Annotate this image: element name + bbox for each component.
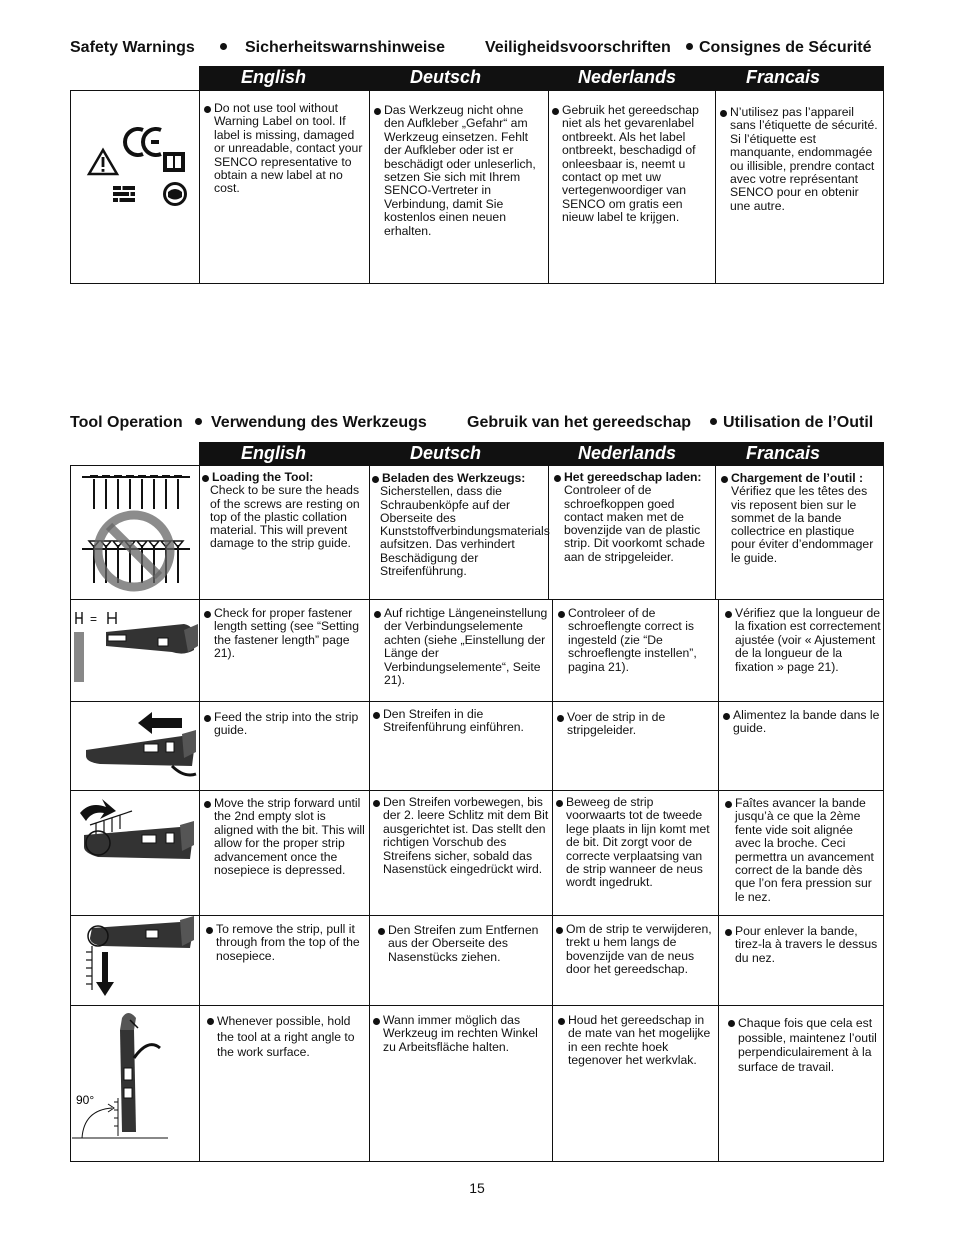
op-row6-nl: Houd het gereedschap in de mate van het mogelijke in een rechte hoek tegenover het werkvlak. xyxy=(556,1014,716,1068)
screwdriver-tool-vertical-icon xyxy=(120,1013,160,1132)
lang-deutsch: Deutsch xyxy=(410,443,482,463)
operation-heading-de: Verwendung des Werkzeugs xyxy=(211,414,427,431)
op-row1-nl: Het gereedschap laden: Controleer of de schroefkoppen goed contact maken met de bovenzijde van de plastic strip. Dit voorkomt schade aan de stripgeleider. xyxy=(552,471,714,564)
safety-heading-bullet xyxy=(686,39,697,57)
op-row1-en: Loading the Tool: Check to be sure the heads of the screws are resting on top of the plastic collation material. This will prevent damage to the strip guide. xyxy=(200,471,368,551)
arrow-down-icon xyxy=(96,952,114,996)
op-row4-en: Move the strip forward until the 2nd empty slot is aligned with the bit. This will allow for the proper strip advancement once the nosepiece is depressed. xyxy=(202,797,368,877)
safety-section-heading xyxy=(70,39,885,59)
op-row2-nl: Controleer of de schroeflengte correct is ingesteld (zie “De schroeflengte instellen”, pagina 21). xyxy=(556,607,716,674)
operation-heading-fr: Utilisation de l’Outil xyxy=(723,414,874,431)
fastener-length-illustration xyxy=(72,602,198,698)
op-row1-de: Beladen des Werkzeugs: Sicherstellen, dass die Schraubenköpfe auf der Oberseite des Kunststoffverbindungsmaterials aufsitzen. Das verhindert Beschädigung der Streifenführung. xyxy=(370,472,546,578)
op-row5-de: Den Streifen zum Entfernen aus der Oberseite des Nasenstücks ziehen. xyxy=(376,924,548,964)
eye-protection-icon xyxy=(163,182,187,206)
remove-strip-illustration xyxy=(72,918,198,1004)
safety-heading-bullet xyxy=(220,39,231,57)
op-row6-fr: Chaque fois que cela est possible, maintenez l’outil perpendiculairement à la surface de travail. xyxy=(726,1016,882,1074)
screw-strip xyxy=(114,1098,118,1136)
operation-heading-bullet xyxy=(710,414,721,432)
operation-heading-bullet xyxy=(195,414,206,432)
safety-heading-en: Safety Warnings xyxy=(70,39,195,56)
lang-english: English xyxy=(241,443,307,463)
safety-text-nl: Gebruik het gereedschap niet als het gevarenlabel ontbreekt. Als het label ontbreekt, beschadigd of onleesbaar is, neemt u contact op met uw vertegenwoordiger van SENCO om gratis een nieuw label te krijgen. xyxy=(550,104,712,225)
op-row5-en: To remove the strip, pull it through from the top of the nosepiece. xyxy=(204,923,368,963)
read-manual-icon xyxy=(163,152,185,172)
screw-strip-correct xyxy=(82,475,190,509)
lang-nederlands: Nederlands xyxy=(578,67,677,87)
screw-gauge xyxy=(75,632,83,682)
brick-wall-icon xyxy=(113,186,135,202)
lang-francais: Francais xyxy=(746,67,821,87)
safety-text-en: Do not use tool without Warning Label on tool. If label is missing, damaged or unreadable, contact your SENCO representative to obtain a new label at no cost. xyxy=(202,102,368,196)
screwdriver-tool-icon xyxy=(84,821,194,859)
screwdriver-tool-icon xyxy=(86,730,196,775)
safety-language-bar xyxy=(199,66,884,90)
safety-text-de: Das Werkzeug nicht ohne den Aufkleber „Gefahr“ am Werkzeug einsetzen. Fehlt der Aufkleber oder ist er beschädigt oder unleserlich, setzen Sie sich mit Ihrem SENCO-Vertreter in Verbindung, damit Sie kostenlos einen neuen erhalten. xyxy=(372,104,544,238)
ce-mark-icon xyxy=(125,129,161,155)
feed-strip-illustration xyxy=(72,704,198,788)
lang-deutsch: Deutsch xyxy=(410,67,482,87)
op-row4-nl: Beweeg de strip voorwaarts tot de tweede lege plaats in lijn komt met de bit. Dit zorgt voor de correcte verplaatsing van de strip wanneer de neus wordt ingedrukt. xyxy=(554,796,716,890)
op-row3-en: Feed the strip into the strip guide. xyxy=(202,711,368,738)
screw-strip-loading-illustration xyxy=(72,467,198,597)
page-number: 15 xyxy=(469,1180,485,1196)
prohibited-icon xyxy=(98,515,170,587)
op-row3-de: Den Streifen in die Streifenführung einführen. xyxy=(371,708,549,735)
op-row2-en: Check for proper fastener length setting (see “Setting the fastener length” page 21). xyxy=(202,607,368,661)
op-row2-fr: Vérifiez que la longueur de la fixation est correctement ajustée (voir « Ajustement de la longueur de la fixation » page 21). xyxy=(723,607,881,674)
op-row5-fr: Pour enlever la bande, tirez-la à travers le dessus du nez. xyxy=(723,925,881,965)
screw-strip xyxy=(86,946,92,990)
safety-heading-fr: Consignes de Sécurité xyxy=(699,39,872,56)
operation-heading-en: Tool Operation xyxy=(70,414,183,431)
op-row6-de: Wann immer möglich das Werkzeug im rechten Winkel zu Arbeitsfläche halten. xyxy=(371,1014,549,1054)
right-angle-mark-icon xyxy=(72,1104,168,1138)
safety-heading-de: Sicherheitswarnshinweise xyxy=(245,39,446,56)
angle-label: 90° xyxy=(76,1093,95,1107)
arrow-left-icon xyxy=(138,712,182,734)
op-row4-de: Den Streifen vorbewegen, bis der 2. leere Schlitz mit dem Bit ausgerichtet ist. Das stellt den richtigen Vorschub des Streifens sicher, sobald das Nasenstück eingedrückt wird. xyxy=(371,796,549,876)
warning-triangle-icon xyxy=(89,150,117,174)
op-row1-fr: Chargement de l’outil : Vérifiez que les têtes des vis reposent bien sur le sommet de la bande collectrice en plastique pour éviter d’endommager le guide. xyxy=(719,472,881,565)
op-row3-nl: Voer de strip in de stripgeleider. xyxy=(555,711,715,738)
operation-language-bar xyxy=(199,442,884,466)
op-row6-en: Whenever possible, hold the tool at a right angle to the work surface. xyxy=(205,1014,368,1061)
op-row3-fr: Alimentez la bande dans le guide. xyxy=(721,709,881,736)
op-row2-de: Auf richtige Längeneinstellung der Verbindungselemente achten (siehe „Einstellung der Länge der Verbindungselemente“, Seite 21). xyxy=(372,607,548,687)
safety-text-fr: N’utilisez pas l’appareil sans l’étiquette de sécurité. Si l’étiquette est manquante, endommagée ou illisible, prendre contact avec votre représentant SENCO pour en obtenir une autre. xyxy=(718,106,880,213)
screwdriver-tool-icon xyxy=(106,624,198,654)
operation-heading-nl: Gebruik van het gereedschap xyxy=(467,414,692,431)
advance-strip-illustration xyxy=(72,793,198,913)
warning-label-icon xyxy=(85,118,195,213)
lang-francais: Francais xyxy=(746,443,821,463)
length-equals-label: = xyxy=(90,612,98,626)
op-row5-nl: Om de strip te verwijderen, trekt u hem langs de bovenzijde van de neus door het gereedschap. xyxy=(554,923,718,977)
safety-heading-nl: Veiligheidsvoorschriften xyxy=(485,39,671,56)
screwdriver-tool-icon xyxy=(88,916,194,948)
operation-section-heading xyxy=(70,414,885,434)
lang-nederlands: Nederlands xyxy=(578,443,677,463)
right-angle-illustration xyxy=(72,1008,198,1160)
op-row4-fr: Faîtes avancer la bande jusqu’à ce que la 2ème fente vide soit alignée avec la broche. Ceci permettra un avancement correct de la bande dès que l’on fera pression sur le nez. xyxy=(723,797,881,904)
lang-english: English xyxy=(241,67,307,87)
